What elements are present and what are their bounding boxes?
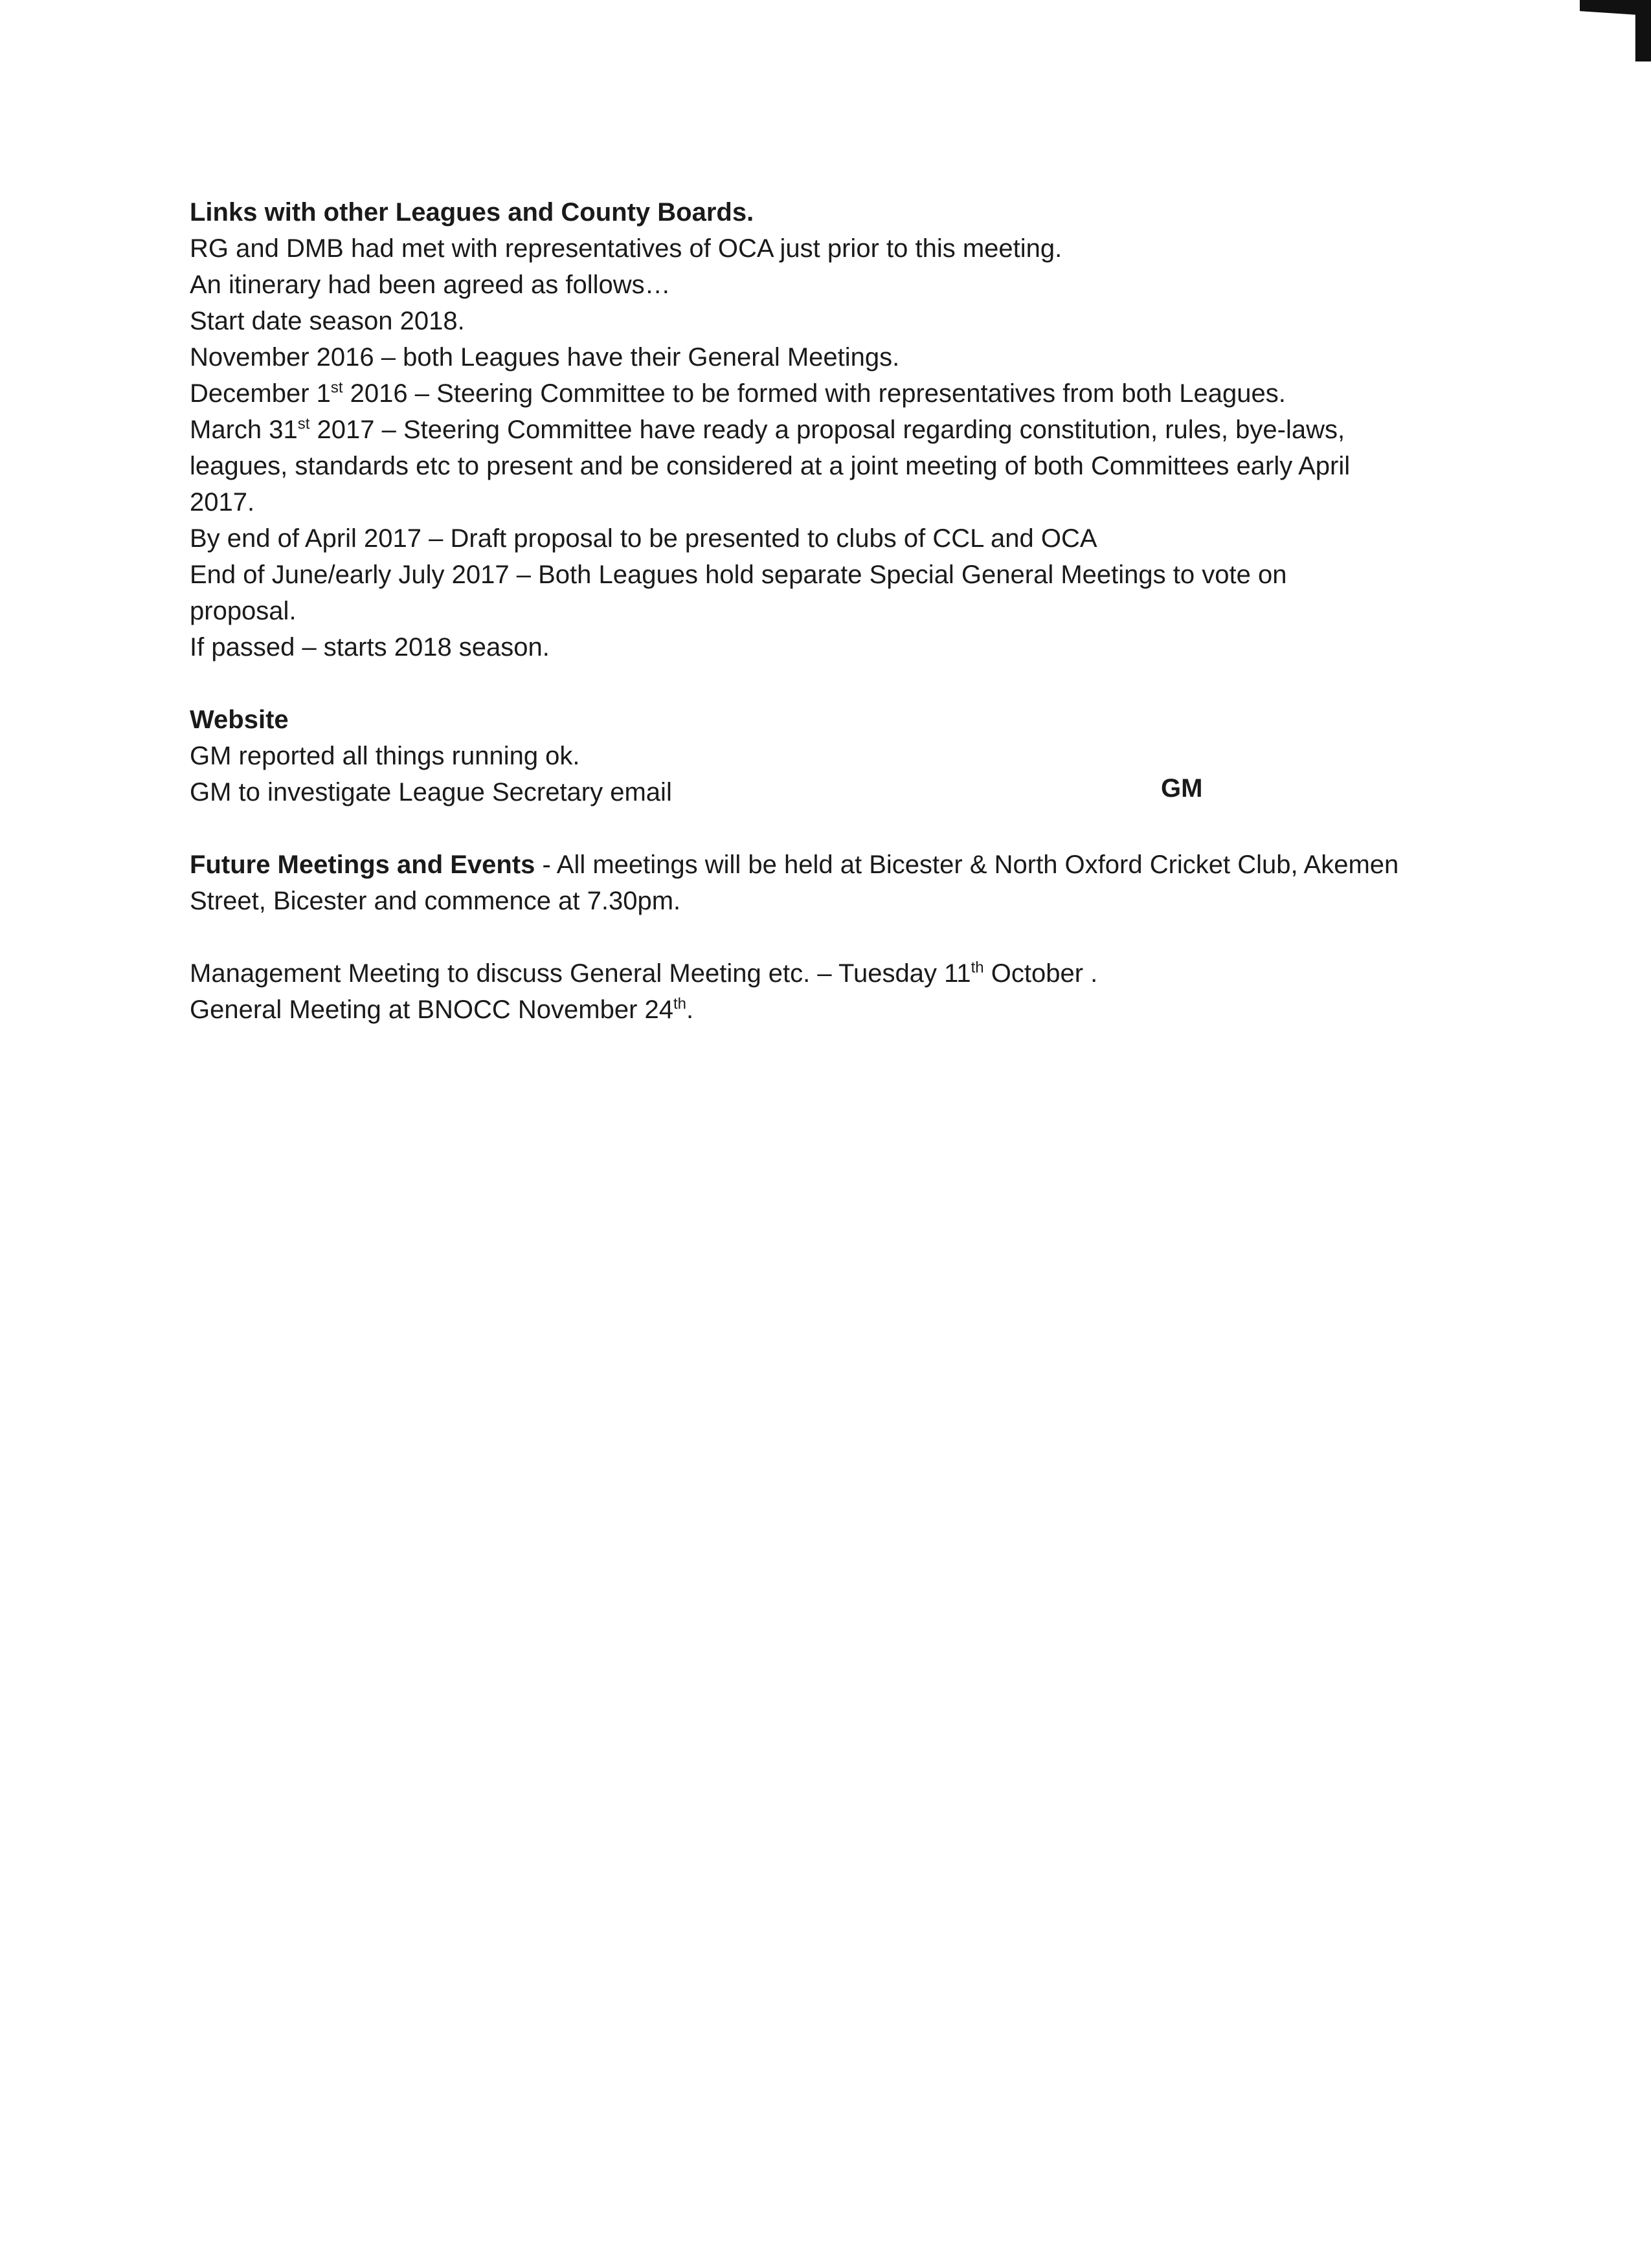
links-line-3: Start date season 2018. [190, 307, 465, 335]
links-line-4: November 2016 – both Leagues have their General Meetings. [190, 343, 900, 372]
gm-sup: th [673, 995, 687, 1013]
march-prefix: March 31 [190, 416, 298, 444]
march-rest: 2017 – Steering Committee have ready a proposal regarding constitution, rules, bye-laws, leagues, standards etc to present and be considered at a joint meeting of both Committees early April 2017. [190, 416, 1351, 517]
future-heading: Future Meetings and Events [190, 850, 535, 879]
website-line-2: GM to investigate League Secretary email [190, 778, 672, 806]
links-line-passed: If passed – starts 2018 season. [190, 633, 550, 662]
links-line-1: RG and DMB had met with representatives of OCA just prior to this meeting. [190, 234, 1062, 263]
gm-rest: . [686, 995, 694, 1024]
future-intro-paragraph [190, 847, 1407, 919]
future-spacer [190, 919, 1485, 955]
mgmt-rest: October . [983, 959, 1098, 988]
mgmt-prefix: Management Meeting to discuss General Meeting etc. – Tuesday 11 [190, 959, 971, 988]
links-line-june: End of June/early July 2017 – Both Leagues hold separate Special General Meetings to vote on proposal. [190, 561, 1287, 625]
march-sup: st [297, 415, 310, 433]
general-meeting-line [190, 992, 1485, 1028]
links-section [190, 194, 1485, 665]
future-intro: - All meetings will be held at Bicester & North Oxford Cricket Club, Akemen Street, Bicester and commence at 7.30pm. [190, 850, 1399, 915]
future-section [190, 847, 1485, 1028]
website-heading: Website [190, 706, 289, 734]
links-line-2: An itinerary had been agreed as follows… [190, 271, 671, 299]
links-heading: Links with other Leagues and County Boards. [190, 198, 754, 227]
website-line-1: GM reported all things running ok. [190, 742, 580, 770]
scan-corner-mark [1580, 0, 1651, 61]
mgmt-sup: th [971, 959, 984, 977]
links-line-december [190, 375, 1485, 412]
document-page [190, 194, 1485, 1064]
website-line-2-row [190, 774, 1485, 810]
december-rest: 2016 – Steering Committee to be formed with representatives from both Leagues. [343, 379, 1286, 408]
links-line-march [190, 412, 1420, 520]
website-section [190, 702, 1485, 810]
management-meeting-line [190, 955, 1485, 992]
december-prefix: December 1 [190, 379, 331, 408]
links-line-april: By end of April 2017 – Draft proposal to be presented to clubs of CCL and OCA [190, 524, 1097, 553]
gm-prefix: General Meeting at BNOCC November 24 [190, 995, 673, 1024]
action-owner: GM [1161, 774, 1203, 803]
december-sup: st [330, 379, 343, 397]
